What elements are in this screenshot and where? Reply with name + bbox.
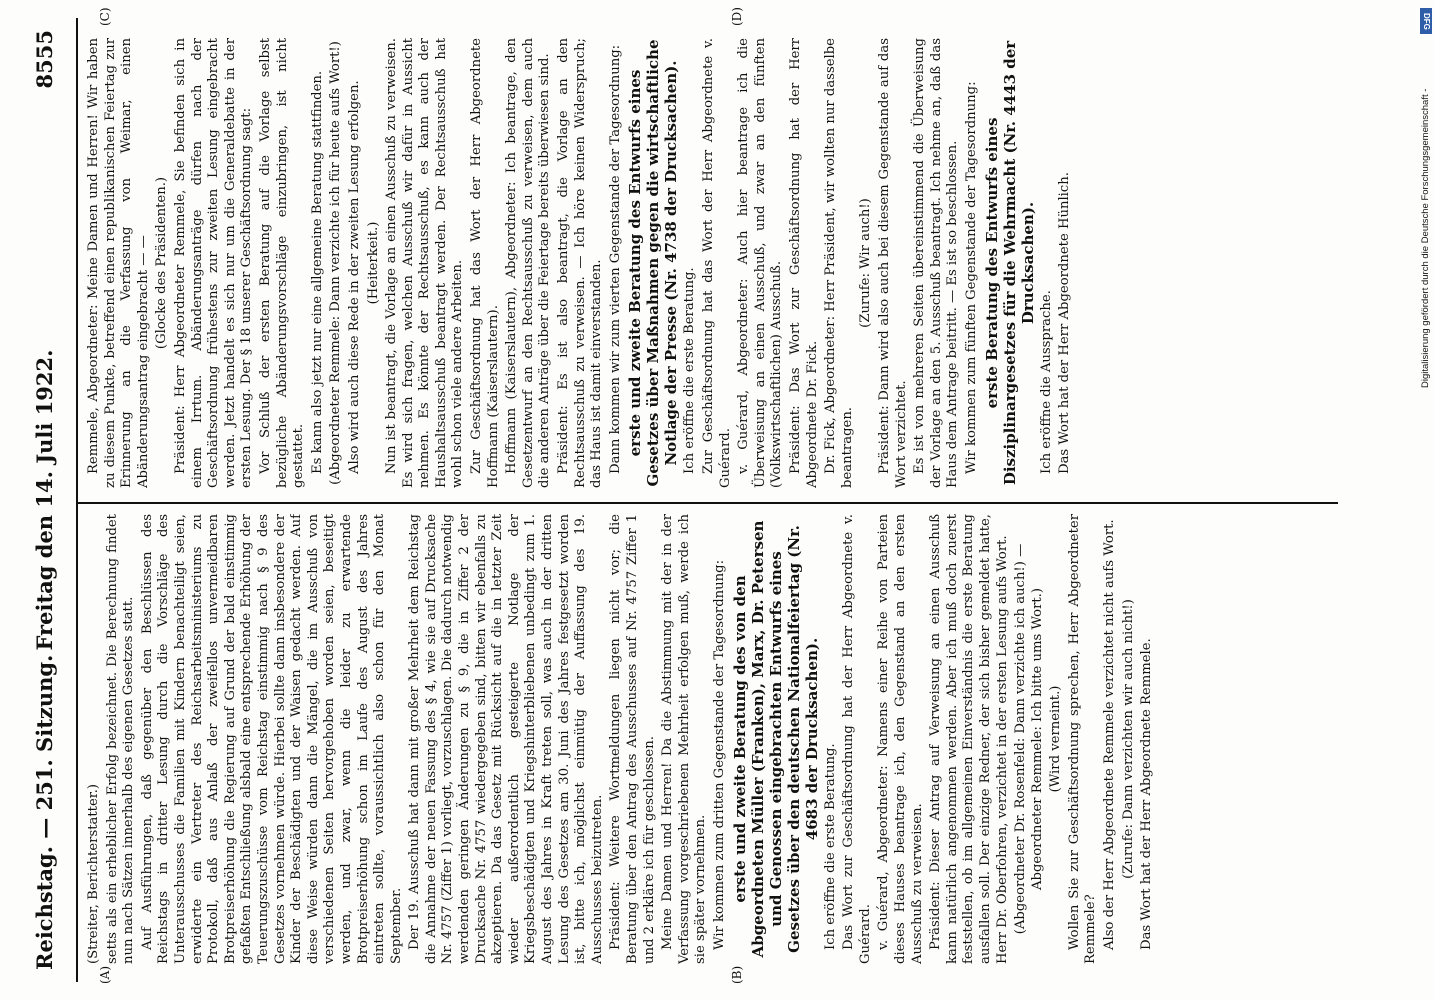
paragraph: Dr. Fick, Abgeordneter: Herr Präsident, wir wollten nur dasselbe beantragen. <box>823 38 855 488</box>
header-left: Reichstag. — 251. Sitzung. <box>32 654 57 970</box>
paragraph: Ich eröffne die erste Beratung. <box>682 267 698 474</box>
margin-mark-b: (B) <box>730 965 744 984</box>
paragraph: Präsident: Weitere Wortmeldungen liegen nicht vor; die Beratung über den Antrag des Ausschusses auf Nr. 4757 Ziffer 1 und 2 erkläre ich für geschlossen. <box>608 514 657 964</box>
paragraph: v. Guérard, Abgeordneter: Namens einer Reihe von Parteien dieses Hauses beantrage ich, den Gegenstand an den ersten Ausschuß zu verweisen. <box>876 514 925 964</box>
paragraph: Das Wort hat der Herr Abgeordnete Hünlich. <box>1057 172 1073 474</box>
interjection: (Abgeordneter Remmele: Dann verzichte ich für heute aufs Wort!) <box>328 41 344 485</box>
paragraph: Nun ist beantragt, die Vorlage an einen Ausschuß zu verweisen. Es wird sich fragen, welchen Ausschuß wir dafür in Aussicht nehmen. Es könnte der Rechtsausschuß, es kann auch der Haushaltsausschuß beantragt werden. Der Rechtsausschuß hat wohl schon viele andere Arbeiten. <box>384 38 466 488</box>
interjection: (Zurufe: Dann verzichten wir auch nicht!) <box>1120 599 1136 879</box>
header-center: Freitag den 14. Juli 1922. <box>32 349 57 651</box>
paragraph: Der 19. Ausschuß hat dann mit großer Mehrheit dem Reichstag die Annahme der neuen Fassung des § 4, wie sie auf Drucksache Nr. 4757 (Ziffer 1) vorliegt, vorzuschlagen. Die dadurch notwendig werdenden geringen Änderungen zu § 9, die in Ziffer 2 der Drucksache Nr. 4757 wiedergegeben sind, bitten wir ebenfalls zu akzeptieren. Da das Gesetz mit Rücksicht auf die in letzter Zeit wieder außerordentlich gesteigerte Notlage der Kriegsbeschädigten und Kriegshinterbliebenen unbedingt zum 1. August des Jahres in Kraft treten soll, was auch in der dritten Lesung des Gesetzes am 30. Juni des Jahres festgesetzt worden ist, bitte ich, möglichst einmütig der Auffassung des 19. Ausschusses beizutreten. <box>407 514 605 964</box>
quotation: Vor Schluß der ersten Beratung auf die Vorlage selbst bezügliche Abänderungsvorschläge einzubringen, ist nicht gestattet. <box>257 38 307 488</box>
header-rule <box>76 18 78 982</box>
paragraph: Präsident: Das Wort zur Geschäftsordnung hat der Herr Abgeordnete Dr. Fick. <box>787 38 820 488</box>
paragraph: Präsident: Dann wird also auch bei diesem Gegenstande auf das Wort verzichtet. <box>876 38 909 488</box>
paragraph: Ich eröffne die Aussprache. <box>1038 290 1054 474</box>
paragraph: Ich eröffne die erste Beratung. <box>822 743 838 950</box>
interjection: (Heiterkeit.) <box>365 221 381 305</box>
interjection: (Zurufe: Wir auch!) <box>858 198 874 328</box>
paragraph: Also der Herr Abgeordnete Remmele verzichtet nicht aufs Wort. <box>1102 519 1118 950</box>
interjection: (Wird verneint.) <box>1048 685 1064 793</box>
paragraph: setts als ein erheblicher Erfolg bezeichnet. Die Berechnung findet nun nach Sätzen innerhalb des eigenen Gesetzes statt. <box>104 514 137 964</box>
paragraph: (Streiter, Berichterstatter.) <box>86 784 101 964</box>
paragraph: Remmele, Abgeordneter: Meine Damen und Herren! Wir haben zu diesem Punkte, betreffend einen republikanischen Feiertag zur Erinnerung an die Verfassung von Weimar, einen Abänderungsantrag eingebracht — — <box>86 38 151 488</box>
paragraph: Meine Damen und Herren! Da die Abstimmung mit der in der Verfassung vorgeschriebenen Mehrheit erfolgen muß, werde ich sie später vornehmen. <box>660 514 709 964</box>
page-number: 8555 <box>32 30 57 89</box>
paragraph: Präsident: Es ist also beantragt, die Vorlage an den Rechtsausschuß zu verweisen. — Ich höre keinen Widerspruch; das Haus ist damit einverstanden. <box>556 38 605 488</box>
paragraph: Wir kommen zum dritten Gegenstande der Tagesordnung: <box>711 559 727 950</box>
paragraph: Wir kommen zum fünften Gegenstande der Tagesordnung: <box>963 81 979 474</box>
paragraph: v. Guérard, Abgeordneter: Auch hier beantrage ich die Überweisung an einen Ausschuß, und zwar an den fünften (Volkswirtschaftlichen) Ausschuß. <box>736 38 785 488</box>
paragraph: Präsident: Herr Abgeordneter Remmele, Sie befinden sich in einem Irrtum. Abänderungsanträge dürfen nach der Geschäftsordnung frühestens zur zweiten Lesung eingebracht werden. Jetzt handelt es sich nur um die Generaldebatte in der ersten Lesung. Der § 18 unserer Geschäftsordnung sagt: <box>172 38 255 488</box>
dfg-logo: DFG <box>1420 8 1432 34</box>
paragraph: Dann kommen wir zum vierten Gegenstande der Tagesordnung: <box>607 44 623 474</box>
interjection: (Abgeordneter Dr. Rosenfeld: Dann verzichte ich auch!) — Abgeordneter Remmele: Ich bitte ums Wort.) <box>1013 543 1045 935</box>
agenda-item-heading: erste Beratung des Entwurfs eines Disziplinargesetzes für die Wehrmacht (Nr. 4443 der Drucksachen). <box>982 40 1037 486</box>
paragraph: Präsident: Dieser Antrag auf Verweisung an einen Ausschuß kann natürlich angenommen werden. Aber ich muß doch zuerst feststellen, ob im allgemeinen Einverständnis die erste Beratung ausfallen soll. Der einzige Redner, der sich bisher gemeldet hatte, Herr Dr. Oberfohren, verzichtet in der ersten Lesung aufs Wort. <box>928 514 1010 964</box>
paragraph: Wollen Sie zur Geschäftsordnung sprechen, Herr Abgeordneter Remmele? <box>1066 514 1099 964</box>
digitization-credit-strip <box>1418 0 1434 1000</box>
page-header <box>32 30 72 970</box>
paragraph: Auf Ausführungen, daß gegenüber den Beschlüssen des Reichstags in dritter Lesung durch die Vorschläge des Unterausschusses die Familien mit Kindern benachteiligt seien, erwiderte ein Vertreter des Reichsarbeitsministeriums zu Protokoll, daß aus Anlaß der zweifellos unvermeidbaren Brotpreiserhöhung die Regierung auf Grund der bald einstimmig gefaßten Entschließung alsbald eine entsprechende Erhöhung der Teuerungszuschüsse vom Reichstag einstimmig nach § 9 des Gesetzes vornehmen würde. Hierbei sollte dann insbesondere der Kinder der Beschädigten und der Waisen gedacht werden. Auf diese Weise würden dann die Mängel, die im Ausschuß von verschiedenen Seiten hervorgehoben worden seien, beseitigt werden, und zwar, wenn die leider zu erwartende Brotpreiserhöhung schon im Laufe des August des Jahres eintreten sollte, voraussichtlich also schon für den Monat September. <box>139 514 404 964</box>
paragraph: Also wird auch diese Rede in der zweiten Lesung erfolgen. <box>346 80 362 474</box>
column-divider <box>78 502 1338 504</box>
margin-mark-d: (D) <box>730 7 744 26</box>
digitization-credit-text: Digitalisierung gefördert durch die Deutsche Forschungsgemeinschaft - <box>1420 88 1431 388</box>
right-column <box>86 38 1336 488</box>
margin-mark-a: (A) <box>98 965 112 984</box>
margin-mark-c: (C) <box>98 7 112 26</box>
paragraph: Es ist von mehreren Seiten übereinstimmend die Überweisung der Vorlage an den 5. Ausschuß beantragt. Ich nehme an, daß das Haus dem Antrage beitritt. — Es ist so beschlossen. <box>912 38 961 488</box>
agenda-item-heading: erste und zweite Beratung des von den Abgeordneten Müller (Franken), Marx, Dr. Petersen und Genossen eingebrachten Entwurfs eines Gesetzes über den deutschen Nationalfeiertag (Nr. 4683 der Drucksachen). <box>730 520 821 958</box>
paragraph: Hoffmann (Kaiserslautern), Abgeordneter: Ich beantrage, den Gesetzentwurf an den Rechtsausschuß zu verweisen, dem auch die anderen Anträge über die Feiertage bereits überwiesen sind. <box>504 38 553 488</box>
interjection: (Glocke des Präsidenten.) <box>154 176 170 350</box>
paragraph: Es kann also jetzt nur eine allgemeine Beratung stattfinden. <box>309 70 325 474</box>
paragraph: Das Wort zur Geschäftsordnung hat der Herr Abgeordnete v. Guérard. <box>841 514 873 964</box>
paragraph: Das Wort hat der Herr Abgeordnete Remmele. <box>1139 638 1155 950</box>
left-column <box>86 514 1336 964</box>
paragraph: Zur Geschäftsordnung hat das Wort der Herr Abgeordnete v. Guérard. <box>701 38 733 488</box>
paragraph: Zur Geschäftsordnung hat das Wort der Herr Abgeordnete Hoffmann (Kaiserslautern). <box>469 38 501 488</box>
agenda-item-heading: erste und zweite Beratung des Entwurfs eines Gesetzes über Maßnahmen gegen die wirtschaftliche Notlage der Presse (Nr. 4738 der Drucksachen). <box>626 39 681 487</box>
